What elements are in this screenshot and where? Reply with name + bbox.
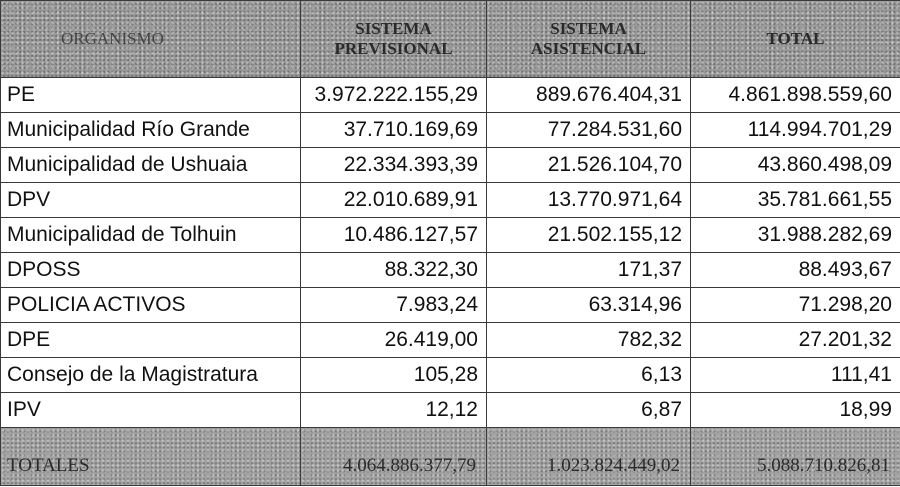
- cell-asistencial: 13.770.971,64: [487, 183, 691, 218]
- cell-previsional: 105,28: [301, 358, 487, 393]
- cell-total: 111,41: [691, 358, 900, 393]
- cell-asistencial: 21.526.104,70: [487, 148, 691, 183]
- cell-asistencial: 6,87: [487, 393, 691, 428]
- cell-total: 43.860.498,09: [691, 148, 900, 183]
- cell-asistencial: 63.314,96: [487, 288, 691, 323]
- table-row: [1, 113, 900, 148]
- cell-asistencial: 782,32: [487, 323, 691, 358]
- table-row: [1, 358, 900, 393]
- header-asistencial-line1: SISTEMA: [550, 19, 627, 38]
- cell-asistencial: 6,13: [487, 358, 691, 393]
- cell-previsional: 37.710.169,69: [301, 113, 487, 148]
- table-row: [1, 148, 900, 183]
- cell-previsional: 12,12: [301, 393, 487, 428]
- cell-previsional: 88.322,30: [301, 253, 487, 288]
- header-row: [1, 1, 900, 78]
- totals-label: TOTALES: [1, 428, 301, 486]
- cell-asistencial: 21.502.155,12: [487, 218, 691, 253]
- totals-asistencial: 1.023.824.449,02: [487, 428, 691, 486]
- cell-previsional: 26.419,00: [301, 323, 487, 358]
- cell-previsional: 22.010.689,91: [301, 183, 487, 218]
- cell-asistencial: 77.284.531,60: [487, 113, 691, 148]
- table-row: [1, 78, 900, 113]
- cell-organismo: Municipalidad de Ushuaia: [1, 148, 301, 183]
- table-row: [1, 393, 900, 428]
- totals-previsional: 4.064.886.377,79: [301, 428, 487, 486]
- table-row: [1, 288, 900, 323]
- cell-previsional: 3.972.222.155,29: [301, 78, 487, 113]
- cell-total: 31.988.282,69: [691, 218, 900, 253]
- header-organismo: ORGANISMO: [1, 1, 301, 78]
- header-total: TOTAL: [691, 1, 900, 78]
- cell-total: 18,99: [691, 393, 900, 428]
- cell-asistencial: 889.676.404,31: [487, 78, 691, 113]
- cell-total: 71.298,20: [691, 288, 900, 323]
- cell-previsional: 7.983,24: [301, 288, 487, 323]
- table-footer: [1, 428, 900, 486]
- cell-organismo: PE: [1, 78, 301, 113]
- cell-organismo: IPV: [1, 393, 301, 428]
- totals-row: [1, 428, 900, 486]
- cell-asistencial: 171,37: [487, 253, 691, 288]
- cell-total: 114.994.701,29: [691, 113, 900, 148]
- cell-organismo: Municipalidad Río Grande: [1, 113, 301, 148]
- table-row: [1, 218, 900, 253]
- cell-organismo: DPE: [1, 323, 301, 358]
- cell-total: 4.861.898.559,60: [691, 78, 900, 113]
- header-previsional-line1: SISTEMA: [355, 19, 432, 38]
- header-asistencial-line2: ASISTENCIAL: [530, 39, 647, 58]
- table-row: [1, 183, 900, 218]
- table-header: [1, 1, 900, 78]
- header-sistema-asistencial: [487, 1, 691, 78]
- cell-organismo: DPV: [1, 183, 301, 218]
- table-body: [1, 78, 900, 428]
- cell-previsional: 10.486.127,57: [301, 218, 487, 253]
- header-previsional-line2: PREVISIONAL: [334, 39, 453, 58]
- cell-total: 35.781.661,55: [691, 183, 900, 218]
- totals-total: 5.088.710.826,81: [691, 428, 900, 486]
- cell-total: 27.201,32: [691, 323, 900, 358]
- cell-organismo: DPOSS: [1, 253, 301, 288]
- cell-organismo: Consejo de la Magistratura: [1, 358, 301, 393]
- table-row: [1, 323, 900, 358]
- cell-total: 88.493,67: [691, 253, 900, 288]
- table-row: [1, 253, 900, 288]
- cell-previsional: 22.334.393,39: [301, 148, 487, 183]
- cell-organismo: POLICIA ACTIVOS: [1, 288, 301, 323]
- cell-organismo: Municipalidad de Tolhuin: [1, 218, 301, 253]
- header-sistema-previsional: [301, 1, 487, 78]
